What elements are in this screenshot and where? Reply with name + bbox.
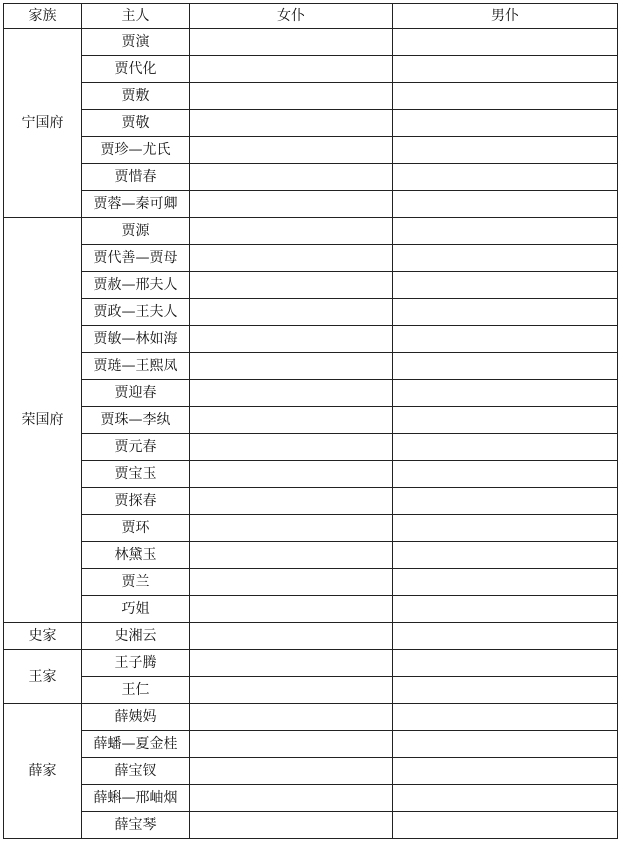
master-name-cell: 王子腾 — [82, 650, 190, 677]
female-servant-cell[interactable] — [190, 650, 393, 677]
master-name-cell: 薛宝琴 — [82, 812, 190, 839]
male-servant-cell[interactable] — [393, 677, 618, 704]
table-row — [4, 677, 618, 704]
male-servant-cell[interactable] — [393, 83, 618, 110]
male-servant-cell[interactable] — [393, 758, 618, 785]
male-servant-cell[interactable] — [393, 461, 618, 488]
table-row — [4, 137, 618, 164]
female-servant-cell[interactable] — [190, 245, 393, 272]
master-name-cell: 贾环 — [82, 515, 190, 542]
female-servant-cell[interactable] — [190, 218, 393, 245]
header-male-servant: 男仆 — [393, 4, 618, 29]
header-row — [4, 4, 618, 29]
master-name-cell: 贾源 — [82, 218, 190, 245]
female-servant-cell[interactable] — [190, 488, 393, 515]
female-servant-cell[interactable] — [190, 542, 393, 569]
master-name-cell: 贾敷 — [82, 83, 190, 110]
table-row — [4, 812, 618, 839]
servant-table — [3, 3, 618, 839]
male-servant-cell[interactable] — [393, 218, 618, 245]
master-name-cell: 贾迎春 — [82, 380, 190, 407]
female-servant-cell[interactable] — [190, 83, 393, 110]
master-name-cell: 贾敬 — [82, 110, 190, 137]
table-row — [4, 623, 618, 650]
male-servant-cell[interactable] — [393, 488, 618, 515]
master-name-cell: 贾演 — [82, 29, 190, 56]
male-servant-cell[interactable] — [393, 29, 618, 56]
master-name-cell: 林黛玉 — [82, 542, 190, 569]
male-servant-cell[interactable] — [393, 299, 618, 326]
table-row — [4, 110, 618, 137]
female-servant-cell[interactable] — [190, 596, 393, 623]
male-servant-cell[interactable] — [393, 515, 618, 542]
table-row — [4, 326, 618, 353]
table-row — [4, 461, 618, 488]
family-name-cell: 宁国府 — [4, 29, 82, 218]
table-row — [4, 569, 618, 596]
male-servant-cell[interactable] — [393, 326, 618, 353]
table-row — [4, 704, 618, 731]
female-servant-cell[interactable] — [190, 731, 393, 758]
male-servant-cell[interactable] — [393, 164, 618, 191]
female-servant-cell[interactable] — [190, 299, 393, 326]
female-servant-cell[interactable] — [190, 461, 393, 488]
family-name-cell: 荣国府 — [4, 218, 82, 623]
master-name-cell: 贾宝玉 — [82, 461, 190, 488]
table-row — [4, 191, 618, 218]
male-servant-cell[interactable] — [393, 704, 618, 731]
female-servant-cell[interactable] — [190, 785, 393, 812]
header-master: 主人 — [82, 4, 190, 29]
female-servant-cell[interactable] — [190, 704, 393, 731]
table-row — [4, 407, 618, 434]
female-servant-cell[interactable] — [190, 110, 393, 137]
master-name-cell: 贾代化 — [82, 56, 190, 83]
female-servant-cell[interactable] — [190, 515, 393, 542]
family-name-cell: 王家 — [4, 650, 82, 704]
male-servant-cell[interactable] — [393, 110, 618, 137]
family-name-cell: 薛家 — [4, 704, 82, 839]
master-name-cell: 贾兰 — [82, 569, 190, 596]
table-row — [4, 245, 618, 272]
table-row — [4, 353, 618, 380]
female-servant-cell[interactable] — [190, 434, 393, 461]
table-row — [4, 785, 618, 812]
female-servant-cell[interactable] — [190, 56, 393, 83]
male-servant-cell[interactable] — [393, 785, 618, 812]
table-row — [4, 650, 618, 677]
female-servant-cell[interactable] — [190, 164, 393, 191]
female-servant-cell[interactable] — [190, 326, 393, 353]
header-family: 家族 — [4, 4, 82, 29]
female-servant-cell[interactable] — [190, 29, 393, 56]
male-servant-cell[interactable] — [393, 353, 618, 380]
table-row — [4, 83, 618, 110]
master-name-cell: 薛宝钗 — [82, 758, 190, 785]
male-servant-cell[interactable] — [393, 623, 618, 650]
table-row — [4, 434, 618, 461]
table-row — [4, 380, 618, 407]
female-servant-cell[interactable] — [190, 353, 393, 380]
male-servant-cell[interactable] — [393, 731, 618, 758]
master-name-cell: 薛蟠—夏金桂 — [82, 731, 190, 758]
table-row — [4, 758, 618, 785]
female-servant-cell[interactable] — [190, 623, 393, 650]
male-servant-cell[interactable] — [393, 569, 618, 596]
family-name-cell: 史家 — [4, 623, 82, 650]
male-servant-cell[interactable] — [393, 245, 618, 272]
master-name-cell: 贾蓉—秦可卿 — [82, 191, 190, 218]
female-servant-cell[interactable] — [190, 272, 393, 299]
master-name-cell: 史湘云 — [82, 623, 190, 650]
female-servant-cell[interactable] — [190, 137, 393, 164]
master-name-cell: 薛蝌—邢岫烟 — [82, 785, 190, 812]
master-name-cell: 贾琏—王熙凤 — [82, 353, 190, 380]
table-row — [4, 56, 618, 83]
table-row — [4, 542, 618, 569]
master-name-cell: 贾敏—林如海 — [82, 326, 190, 353]
table-row — [4, 299, 618, 326]
table-row — [4, 515, 618, 542]
master-name-cell: 贾代善—贾母 — [82, 245, 190, 272]
master-name-cell: 王仁 — [82, 677, 190, 704]
female-servant-cell[interactable] — [190, 380, 393, 407]
master-name-cell: 贾惜春 — [82, 164, 190, 191]
master-name-cell: 薛姨妈 — [82, 704, 190, 731]
female-servant-cell[interactable] — [190, 569, 393, 596]
master-name-cell: 贾探春 — [82, 488, 190, 515]
male-servant-cell[interactable] — [393, 56, 618, 83]
male-servant-cell[interactable] — [393, 272, 618, 299]
male-servant-cell[interactable] — [393, 434, 618, 461]
master-name-cell: 贾元春 — [82, 434, 190, 461]
table-row — [4, 272, 618, 299]
master-name-cell: 贾政—王夫人 — [82, 299, 190, 326]
female-servant-cell[interactable] — [190, 407, 393, 434]
male-servant-cell[interactable] — [393, 812, 618, 839]
table-row — [4, 488, 618, 515]
male-servant-cell[interactable] — [393, 191, 618, 218]
master-name-cell: 贾珍—尤氏 — [82, 137, 190, 164]
female-servant-cell[interactable] — [190, 758, 393, 785]
female-servant-cell[interactable] — [190, 812, 393, 839]
male-servant-cell[interactable] — [393, 137, 618, 164]
master-name-cell: 贾赦—邢夫人 — [82, 272, 190, 299]
male-servant-cell[interactable] — [393, 407, 618, 434]
master-name-cell: 巧姐 — [82, 596, 190, 623]
table-body — [4, 29, 618, 839]
female-servant-cell[interactable] — [190, 677, 393, 704]
male-servant-cell[interactable] — [393, 650, 618, 677]
table-row — [4, 164, 618, 191]
header-female-servant: 女仆 — [190, 4, 393, 29]
table-row — [4, 596, 618, 623]
male-servant-cell[interactable] — [393, 380, 618, 407]
male-servant-cell[interactable] — [393, 596, 618, 623]
master-name-cell: 贾珠—李纨 — [82, 407, 190, 434]
male-servant-cell[interactable] — [393, 542, 618, 569]
table-row — [4, 218, 618, 245]
table-row — [4, 29, 618, 56]
female-servant-cell[interactable] — [190, 191, 393, 218]
table-row — [4, 731, 618, 758]
